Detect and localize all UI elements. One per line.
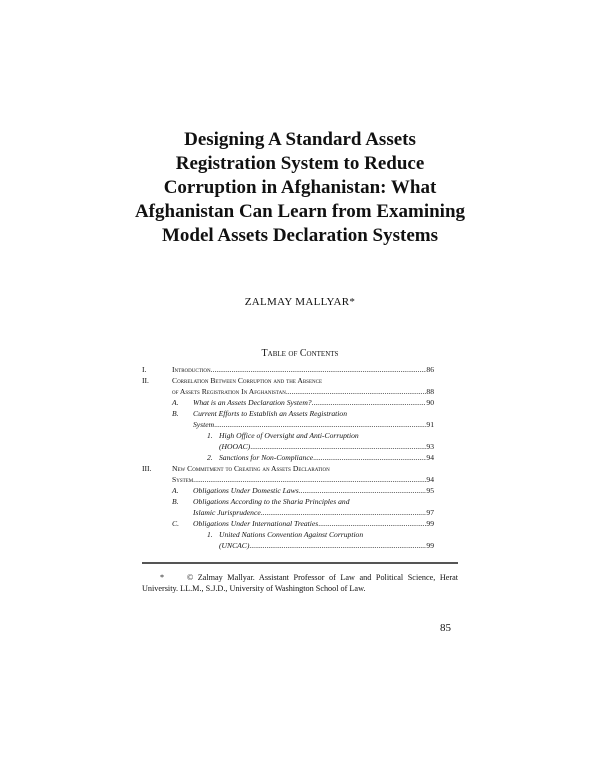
toc-entry-page: 97 [426, 508, 434, 517]
toc-entry-number: C. [172, 519, 179, 528]
toc-entry-number: 1. [207, 530, 213, 539]
title-line: Designing A Standard Assets [184, 129, 416, 150]
dot-leader [318, 518, 426, 529]
toc-entry[interactable] [142, 364, 434, 375]
toc-entry[interactable] [142, 430, 434, 441]
toc-entry[interactable] [142, 474, 434, 485]
toc-entry[interactable] [142, 463, 434, 474]
title-line: Registration System to Reduce [175, 153, 425, 174]
toc-entry-page: 88 [426, 387, 434, 396]
toc-entry-page: 91 [426, 420, 434, 429]
toc-entry-number: A. [172, 486, 179, 495]
toc-entry[interactable] [142, 375, 434, 386]
dot-leader [250, 441, 426, 452]
toc-entry-number: 2. [207, 453, 213, 462]
toc-entry-number: 1. [207, 431, 213, 440]
toc-entry-number: I. [142, 365, 147, 374]
dot-leader [286, 386, 427, 397]
toc-entry-title: System [172, 475, 194, 484]
toc-entry-title: Sanctions for Non-Compliance [219, 453, 314, 462]
toc-entry-number: A. [172, 398, 179, 407]
toc-entry[interactable] [142, 397, 434, 408]
toc-entry-title: Obligations Under Domestic Laws [193, 486, 299, 495]
toc-entry-page: 94 [426, 453, 434, 462]
toc-entry-title: Obligations Under International Treaties [193, 519, 319, 528]
toc-entry-number: III. [142, 464, 152, 473]
article-title [0, 128, 600, 248]
table-of-contents [142, 364, 434, 551]
toc-entry-page: 95 [426, 486, 434, 495]
toc-entry-title: Current Efforts to Establish an Assets Registration [193, 409, 347, 418]
title-line: Model Assets Declaration Systems [162, 225, 438, 246]
dot-leader [214, 419, 426, 430]
toc-heading: Table of Contents [261, 348, 339, 359]
toc-entry-number: B. [172, 409, 179, 418]
toc-entry-page: 94 [426, 475, 434, 484]
toc-entry-title: Obligations According to the Sharia Principles and [193, 497, 350, 506]
toc-entry-title: Islamic Jurisprudence [193, 508, 261, 517]
toc-entry[interactable] [142, 507, 434, 518]
footnote [142, 572, 458, 594]
toc-entry[interactable] [142, 452, 434, 463]
toc-entry[interactable] [142, 441, 434, 452]
toc-entry-page: 99 [426, 519, 434, 528]
toc-entry-page: 93 [426, 442, 434, 451]
dot-leader [193, 474, 426, 485]
author: ZALMAY MALLYAR* [244, 296, 356, 308]
toc-entry[interactable] [142, 518, 434, 529]
dot-leader [211, 364, 427, 375]
toc-entry-page: 90 [426, 398, 434, 407]
toc-entry-title: What is an Assets Declaration System? [193, 398, 312, 407]
toc-entry[interactable] [142, 540, 434, 551]
title-line: Corruption in Afghanistan: What [163, 177, 437, 198]
toc-entry-title: Introduction [172, 365, 211, 374]
toc-entry[interactable] [142, 496, 434, 507]
toc-entry-page: 86 [426, 365, 434, 374]
toc-entry[interactable] [142, 386, 434, 397]
toc-entry[interactable] [142, 485, 434, 496]
toc-entry-page: 99 [426, 541, 434, 550]
dot-leader [261, 507, 427, 518]
footnote-divider [142, 562, 458, 564]
title-line: Afghanistan Can Learn from Examining [134, 201, 466, 222]
toc-entry[interactable] [142, 408, 434, 419]
dot-leader [299, 485, 427, 496]
page-number: 85 [440, 622, 451, 634]
dot-leader [312, 397, 427, 408]
toc-entry-number: B. [172, 497, 179, 506]
toc-entry-title: New Commitment to Creating an Assets Declaration [172, 464, 330, 473]
toc-entry-title: United Nations Convention Against Corruption [219, 530, 364, 539]
toc-entry-title: of Assets Registration In Afghanistan [172, 387, 286, 396]
dot-leader [249, 540, 426, 551]
toc-entry-title: (UNCAC) [219, 541, 250, 550]
footnote-mark: * [160, 573, 165, 582]
toc-entry-title: High Office of Oversight and Anti-Corruption [219, 431, 359, 440]
toc-entry-title: System [193, 420, 215, 429]
toc-entry-title: Correlation Between Corruption and the Absence [172, 376, 323, 385]
toc-entry-number: II. [142, 376, 149, 385]
dot-leader [313, 452, 426, 463]
toc-entry-title: (HOOAC) [219, 442, 251, 451]
toc-entry[interactable] [142, 529, 434, 540]
toc-entry[interactable] [142, 419, 434, 430]
footnote-text: © Zalmay Mallyar. Assistant Professor of Law and Political Science, Herat University. LL.M., S.J.D., University of Washington School of Law. [142, 573, 459, 593]
